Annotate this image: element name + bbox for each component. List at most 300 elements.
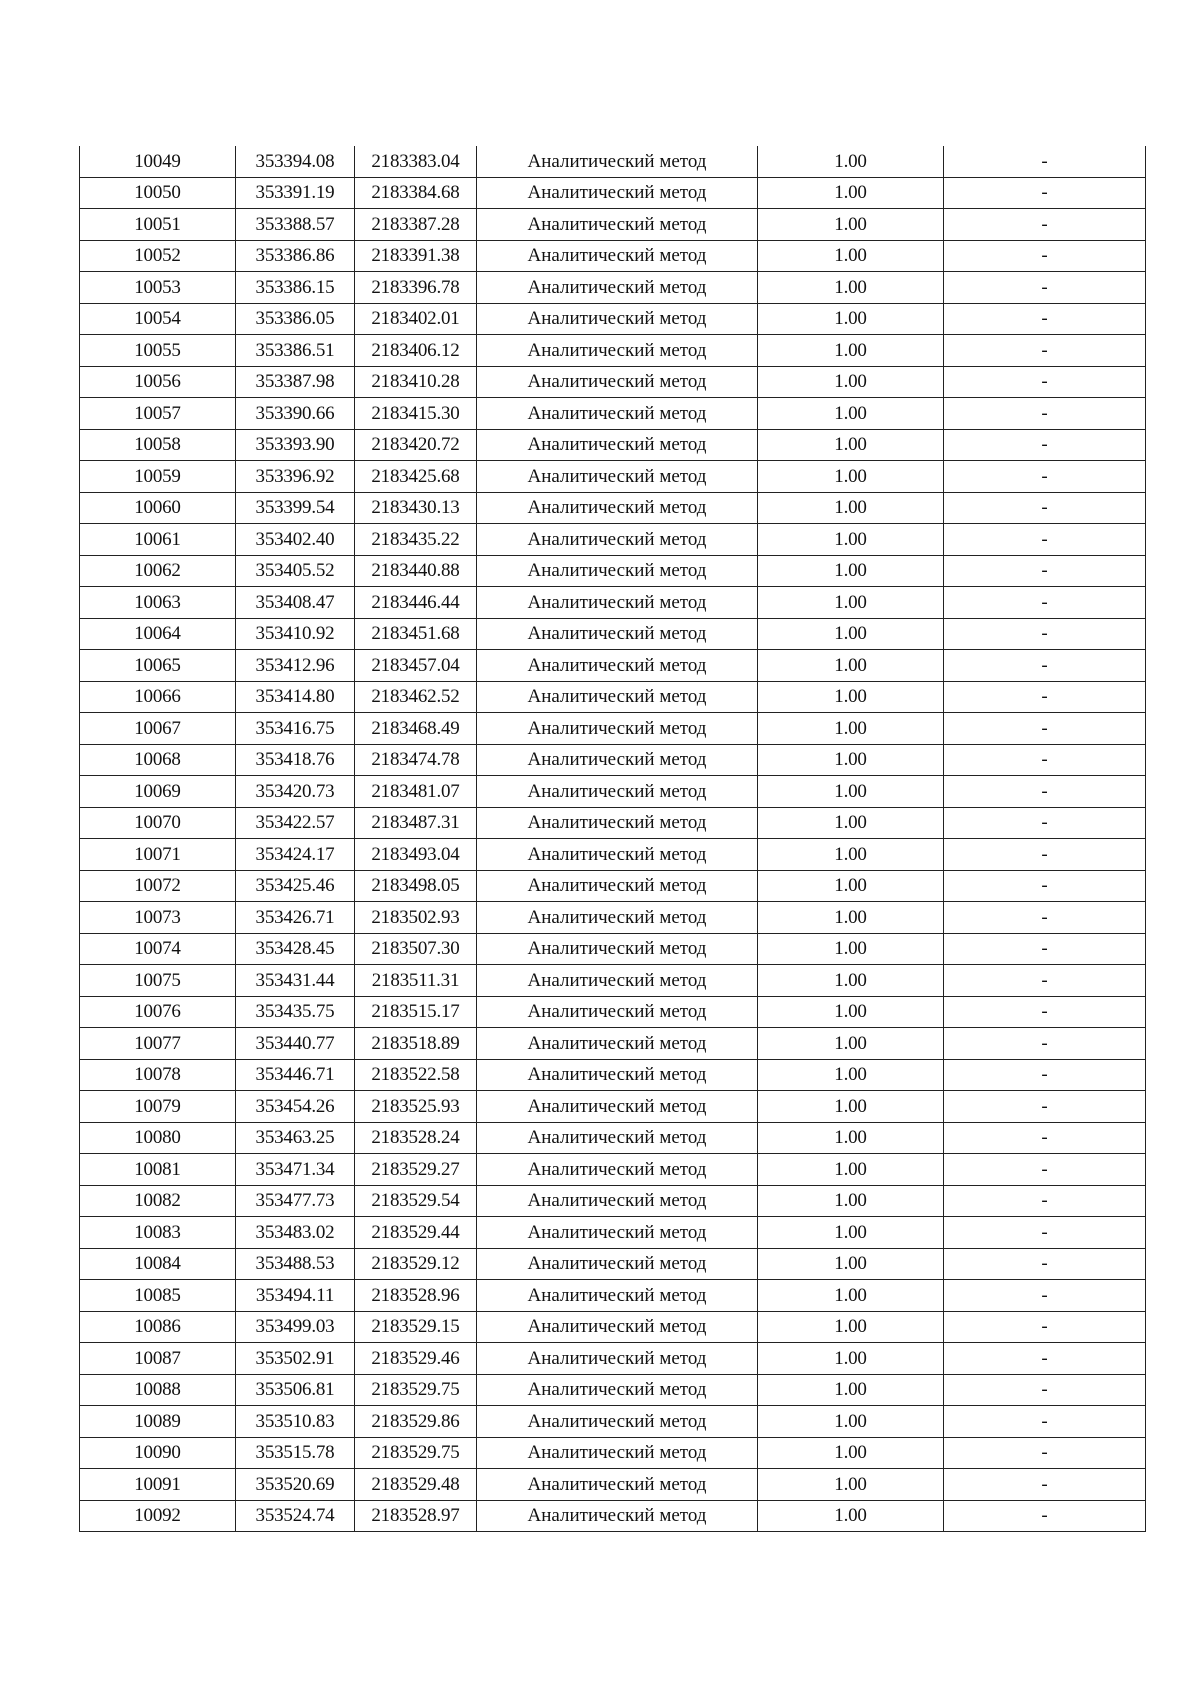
- table-row: [80, 492, 1146, 524]
- table-row: [80, 744, 1146, 776]
- x-coordinate-cell: 353396.92: [236, 461, 355, 493]
- x-coordinate-cell: 353388.57: [236, 209, 355, 241]
- method-cell: Аналитический метод: [477, 807, 758, 839]
- point-number-cell: 10053: [80, 272, 236, 304]
- accuracy-cell: 1.00: [758, 870, 944, 902]
- y-coordinate-cell: 2183410.28: [355, 366, 477, 398]
- note-cell: -: [944, 398, 1146, 430]
- y-coordinate-cell: 2183481.07: [355, 776, 477, 808]
- note-cell: -: [944, 209, 1146, 241]
- method-cell: Аналитический метод: [477, 177, 758, 209]
- table-row: [80, 807, 1146, 839]
- point-number-cell: 10063: [80, 587, 236, 619]
- note-cell: -: [944, 587, 1146, 619]
- accuracy-cell: 1.00: [758, 618, 944, 650]
- note-cell: -: [944, 1091, 1146, 1123]
- accuracy-cell: 1.00: [758, 587, 944, 619]
- accuracy-cell: 1.00: [758, 272, 944, 304]
- method-cell: Аналитический метод: [477, 681, 758, 713]
- table-row: [80, 303, 1146, 335]
- accuracy-cell: 1.00: [758, 1122, 944, 1154]
- table-row: [80, 1217, 1146, 1249]
- accuracy-cell: 1.00: [758, 1280, 944, 1312]
- method-cell: Аналитический метод: [477, 1122, 758, 1154]
- point-number-cell: 10074: [80, 933, 236, 965]
- method-cell: Аналитический метод: [477, 1469, 758, 1501]
- accuracy-cell: 1.00: [758, 1217, 944, 1249]
- y-coordinate-cell: 2183391.38: [355, 240, 477, 272]
- table-row: [80, 1185, 1146, 1217]
- point-number-cell: 10083: [80, 1217, 236, 1249]
- y-coordinate-cell: 2183468.49: [355, 713, 477, 745]
- x-coordinate-cell: 353414.80: [236, 681, 355, 713]
- x-coordinate-cell: 353499.03: [236, 1311, 355, 1343]
- table-row: [80, 776, 1146, 808]
- method-cell: Аналитический метод: [477, 1280, 758, 1312]
- y-coordinate-cell: 2183529.44: [355, 1217, 477, 1249]
- accuracy-cell: 1.00: [758, 839, 944, 871]
- table-row: [80, 177, 1146, 209]
- accuracy-cell: 1.00: [758, 1437, 944, 1469]
- method-cell: Аналитический метод: [477, 240, 758, 272]
- note-cell: -: [944, 240, 1146, 272]
- table-row: [80, 429, 1146, 461]
- table-row: [80, 1343, 1146, 1375]
- accuracy-cell: 1.00: [758, 1500, 944, 1532]
- method-cell: Аналитический метод: [477, 839, 758, 871]
- point-number-cell: 10067: [80, 713, 236, 745]
- accuracy-cell: 1.00: [758, 429, 944, 461]
- point-number-cell: 10092: [80, 1500, 236, 1532]
- note-cell: -: [944, 1280, 1146, 1312]
- method-cell: Аналитический метод: [477, 933, 758, 965]
- y-coordinate-cell: 2183487.31: [355, 807, 477, 839]
- y-coordinate-cell: 2183529.48: [355, 1469, 477, 1501]
- point-number-cell: 10059: [80, 461, 236, 493]
- point-number-cell: 10069: [80, 776, 236, 808]
- y-coordinate-cell: 2183384.68: [355, 177, 477, 209]
- point-number-cell: 10054: [80, 303, 236, 335]
- accuracy-cell: 1.00: [758, 902, 944, 934]
- point-number-cell: 10057: [80, 398, 236, 430]
- y-coordinate-cell: 2183511.31: [355, 965, 477, 997]
- method-cell: Аналитический метод: [477, 303, 758, 335]
- method-cell: Аналитический метод: [477, 650, 758, 682]
- x-coordinate-cell: 353399.54: [236, 492, 355, 524]
- method-cell: Аналитический метод: [477, 1343, 758, 1375]
- x-coordinate-cell: 353416.75: [236, 713, 355, 745]
- accuracy-cell: 1.00: [758, 807, 944, 839]
- x-coordinate-cell: 353405.52: [236, 555, 355, 587]
- method-cell: Аналитический метод: [477, 618, 758, 650]
- method-cell: Аналитический метод: [477, 1311, 758, 1343]
- point-number-cell: 10091: [80, 1469, 236, 1501]
- x-coordinate-cell: 353494.11: [236, 1280, 355, 1312]
- accuracy-cell: 1.00: [758, 1311, 944, 1343]
- x-coordinate-cell: 353488.53: [236, 1248, 355, 1280]
- x-coordinate-cell: 353386.15: [236, 272, 355, 304]
- x-coordinate-cell: 353387.98: [236, 366, 355, 398]
- point-number-cell: 10077: [80, 1028, 236, 1060]
- table-row: [80, 1500, 1146, 1532]
- note-cell: -: [944, 555, 1146, 587]
- y-coordinate-cell: 2183522.58: [355, 1059, 477, 1091]
- method-cell: Аналитический метод: [477, 1217, 758, 1249]
- accuracy-cell: 1.00: [758, 1028, 944, 1060]
- y-coordinate-cell: 2183474.78: [355, 744, 477, 776]
- accuracy-cell: 1.00: [758, 366, 944, 398]
- method-cell: Аналитический метод: [477, 146, 758, 177]
- accuracy-cell: 1.00: [758, 965, 944, 997]
- accuracy-cell: 1.00: [758, 1406, 944, 1438]
- table-row: [80, 398, 1146, 430]
- table-row: [80, 902, 1146, 934]
- note-cell: -: [944, 303, 1146, 335]
- y-coordinate-cell: 2183435.22: [355, 524, 477, 556]
- note-cell: -: [944, 524, 1146, 556]
- note-cell: -: [944, 366, 1146, 398]
- accuracy-cell: 1.00: [758, 492, 944, 524]
- x-coordinate-cell: 353477.73: [236, 1185, 355, 1217]
- table-row: [80, 839, 1146, 871]
- y-coordinate-cell: 2183498.05: [355, 870, 477, 902]
- method-cell: Аналитический метод: [477, 1500, 758, 1532]
- y-coordinate-cell: 2183528.24: [355, 1122, 477, 1154]
- point-number-cell: 10088: [80, 1374, 236, 1406]
- table-row: [80, 870, 1146, 902]
- y-coordinate-cell: 2183515.17: [355, 996, 477, 1028]
- method-cell: Аналитический метод: [477, 335, 758, 367]
- point-number-cell: 10049: [80, 146, 236, 177]
- method-cell: Аналитический метод: [477, 1437, 758, 1469]
- x-coordinate-cell: 353424.17: [236, 839, 355, 871]
- table-row: [80, 1437, 1146, 1469]
- accuracy-cell: 1.00: [758, 713, 944, 745]
- point-number-cell: 10060: [80, 492, 236, 524]
- x-coordinate-cell: 353391.19: [236, 177, 355, 209]
- point-number-cell: 10085: [80, 1280, 236, 1312]
- note-cell: -: [944, 1185, 1146, 1217]
- x-coordinate-cell: 353412.96: [236, 650, 355, 682]
- y-coordinate-cell: 2183528.97: [355, 1500, 477, 1532]
- x-coordinate-cell: 353446.71: [236, 1059, 355, 1091]
- table-row: [80, 1280, 1146, 1312]
- note-cell: -: [944, 429, 1146, 461]
- x-coordinate-cell: 353454.26: [236, 1091, 355, 1123]
- accuracy-cell: 1.00: [758, 933, 944, 965]
- table-row: [80, 209, 1146, 241]
- point-number-cell: 10087: [80, 1343, 236, 1375]
- x-coordinate-cell: 353386.05: [236, 303, 355, 335]
- x-coordinate-cell: 353510.83: [236, 1406, 355, 1438]
- y-coordinate-cell: 2183430.13: [355, 492, 477, 524]
- x-coordinate-cell: 353393.90: [236, 429, 355, 461]
- accuracy-cell: 1.00: [758, 650, 944, 682]
- accuracy-cell: 1.00: [758, 335, 944, 367]
- note-cell: -: [944, 870, 1146, 902]
- method-cell: Аналитический метод: [477, 461, 758, 493]
- table-row: [80, 1059, 1146, 1091]
- note-cell: -: [944, 681, 1146, 713]
- y-coordinate-cell: 2183529.75: [355, 1437, 477, 1469]
- x-coordinate-cell: 353463.25: [236, 1122, 355, 1154]
- note-cell: -: [944, 1217, 1146, 1249]
- accuracy-cell: 1.00: [758, 1343, 944, 1375]
- point-number-cell: 10070: [80, 807, 236, 839]
- accuracy-cell: 1.00: [758, 1374, 944, 1406]
- y-coordinate-cell: 2183462.52: [355, 681, 477, 713]
- method-cell: Аналитический метод: [477, 744, 758, 776]
- accuracy-cell: 1.00: [758, 177, 944, 209]
- method-cell: Аналитический метод: [477, 1406, 758, 1438]
- x-coordinate-cell: 353386.51: [236, 335, 355, 367]
- y-coordinate-cell: 2183528.96: [355, 1280, 477, 1312]
- accuracy-cell: 1.00: [758, 776, 944, 808]
- note-cell: -: [944, 335, 1146, 367]
- note-cell: -: [944, 177, 1146, 209]
- x-coordinate-cell: 353435.75: [236, 996, 355, 1028]
- accuracy-cell: 1.00: [758, 209, 944, 241]
- note-cell: -: [944, 1500, 1146, 1532]
- y-coordinate-cell: 2183387.28: [355, 209, 477, 241]
- point-number-cell: 10055: [80, 335, 236, 367]
- table-row: [80, 933, 1146, 965]
- table-row: [80, 366, 1146, 398]
- method-cell: Аналитический метод: [477, 965, 758, 997]
- table-row: [80, 965, 1146, 997]
- note-cell: -: [944, 902, 1146, 934]
- y-coordinate-cell: 2183457.04: [355, 650, 477, 682]
- note-cell: -: [944, 272, 1146, 304]
- method-cell: Аналитический метод: [477, 587, 758, 619]
- point-number-cell: 10066: [80, 681, 236, 713]
- x-coordinate-cell: 353440.77: [236, 1028, 355, 1060]
- method-cell: Аналитический метод: [477, 1028, 758, 1060]
- table-row: [80, 335, 1146, 367]
- y-coordinate-cell: 2183529.46: [355, 1343, 477, 1375]
- y-coordinate-cell: 2183529.27: [355, 1154, 477, 1186]
- note-cell: -: [944, 807, 1146, 839]
- y-coordinate-cell: 2183420.72: [355, 429, 477, 461]
- table-row: [80, 524, 1146, 556]
- accuracy-cell: 1.00: [758, 524, 944, 556]
- method-cell: Аналитический метод: [477, 429, 758, 461]
- y-coordinate-cell: 2183446.44: [355, 587, 477, 619]
- point-number-cell: 10079: [80, 1091, 236, 1123]
- note-cell: -: [944, 1154, 1146, 1186]
- x-coordinate-cell: 353420.73: [236, 776, 355, 808]
- x-coordinate-cell: 353520.69: [236, 1469, 355, 1501]
- note-cell: -: [944, 1059, 1146, 1091]
- note-cell: -: [944, 618, 1146, 650]
- x-coordinate-cell: 353506.81: [236, 1374, 355, 1406]
- note-cell: -: [944, 965, 1146, 997]
- note-cell: -: [944, 1374, 1146, 1406]
- coordinates-table: [79, 146, 1146, 1532]
- method-cell: Аналитический метод: [477, 996, 758, 1028]
- note-cell: -: [944, 996, 1146, 1028]
- table-row: [80, 1028, 1146, 1060]
- accuracy-cell: 1.00: [758, 1469, 944, 1501]
- y-coordinate-cell: 2183415.30: [355, 398, 477, 430]
- table-row: [80, 1154, 1146, 1186]
- y-coordinate-cell: 2183502.93: [355, 902, 477, 934]
- accuracy-cell: 1.00: [758, 681, 944, 713]
- accuracy-cell: 1.00: [758, 1248, 944, 1280]
- x-coordinate-cell: 353386.86: [236, 240, 355, 272]
- note-cell: -: [944, 1437, 1146, 1469]
- method-cell: Аналитический метод: [477, 1154, 758, 1186]
- table-row: [80, 1374, 1146, 1406]
- x-coordinate-cell: 353422.57: [236, 807, 355, 839]
- point-number-cell: 10090: [80, 1437, 236, 1469]
- method-cell: Аналитический метод: [477, 209, 758, 241]
- point-number-cell: 10062: [80, 555, 236, 587]
- point-number-cell: 10073: [80, 902, 236, 934]
- y-coordinate-cell: 2183383.04: [355, 146, 477, 177]
- accuracy-cell: 1.00: [758, 146, 944, 177]
- note-cell: -: [944, 776, 1146, 808]
- method-cell: Аналитический метод: [477, 902, 758, 934]
- method-cell: Аналитический метод: [477, 1185, 758, 1217]
- point-number-cell: 10084: [80, 1248, 236, 1280]
- accuracy-cell: 1.00: [758, 1185, 944, 1217]
- point-number-cell: 10071: [80, 839, 236, 871]
- x-coordinate-cell: 353431.44: [236, 965, 355, 997]
- point-number-cell: 10075: [80, 965, 236, 997]
- y-coordinate-cell: 2183402.01: [355, 303, 477, 335]
- method-cell: Аналитический метод: [477, 713, 758, 745]
- note-cell: -: [944, 713, 1146, 745]
- method-cell: Аналитический метод: [477, 870, 758, 902]
- method-cell: Аналитический метод: [477, 272, 758, 304]
- y-coordinate-cell: 2183529.86: [355, 1406, 477, 1438]
- method-cell: Аналитический метод: [477, 524, 758, 556]
- table-row: [80, 461, 1146, 493]
- y-coordinate-cell: 2183507.30: [355, 933, 477, 965]
- y-coordinate-cell: 2183529.75: [355, 1374, 477, 1406]
- point-number-cell: 10061: [80, 524, 236, 556]
- y-coordinate-cell: 2183396.78: [355, 272, 477, 304]
- method-cell: Аналитический метод: [477, 776, 758, 808]
- note-cell: -: [944, 650, 1146, 682]
- y-coordinate-cell: 2183493.04: [355, 839, 477, 871]
- accuracy-cell: 1.00: [758, 240, 944, 272]
- x-coordinate-cell: 353426.71: [236, 902, 355, 934]
- point-number-cell: 10086: [80, 1311, 236, 1343]
- point-number-cell: 10072: [80, 870, 236, 902]
- method-cell: Аналитический метод: [477, 1059, 758, 1091]
- y-coordinate-cell: 2183406.12: [355, 335, 477, 367]
- point-number-cell: 10052: [80, 240, 236, 272]
- y-coordinate-cell: 2183451.68: [355, 618, 477, 650]
- table-row: [80, 1122, 1146, 1154]
- note-cell: -: [944, 933, 1146, 965]
- x-coordinate-cell: 353483.02: [236, 1217, 355, 1249]
- x-coordinate-cell: 353408.47: [236, 587, 355, 619]
- table-row: [80, 272, 1146, 304]
- table-row: [80, 1311, 1146, 1343]
- table-row: [80, 713, 1146, 745]
- point-number-cell: 10078: [80, 1059, 236, 1091]
- note-cell: -: [944, 1469, 1146, 1501]
- note-cell: -: [944, 1122, 1146, 1154]
- y-coordinate-cell: 2183518.89: [355, 1028, 477, 1060]
- accuracy-cell: 1.00: [758, 303, 944, 335]
- point-number-cell: 10064: [80, 618, 236, 650]
- x-coordinate-cell: 353515.78: [236, 1437, 355, 1469]
- x-coordinate-cell: 353418.76: [236, 744, 355, 776]
- accuracy-cell: 1.00: [758, 744, 944, 776]
- method-cell: Аналитический метод: [477, 492, 758, 524]
- point-number-cell: 10065: [80, 650, 236, 682]
- table-row: [80, 1469, 1146, 1501]
- note-cell: -: [944, 1028, 1146, 1060]
- note-cell: -: [944, 146, 1146, 177]
- point-number-cell: 10076: [80, 996, 236, 1028]
- x-coordinate-cell: 353394.08: [236, 146, 355, 177]
- table-row: [80, 618, 1146, 650]
- y-coordinate-cell: 2183425.68: [355, 461, 477, 493]
- table-row: [80, 555, 1146, 587]
- accuracy-cell: 1.00: [758, 1059, 944, 1091]
- point-number-cell: 10058: [80, 429, 236, 461]
- coordinates-table-body: [80, 146, 1146, 1532]
- method-cell: Аналитический метод: [477, 555, 758, 587]
- accuracy-cell: 1.00: [758, 461, 944, 493]
- point-number-cell: 10051: [80, 209, 236, 241]
- note-cell: -: [944, 461, 1146, 493]
- point-number-cell: 10082: [80, 1185, 236, 1217]
- x-coordinate-cell: 353425.46: [236, 870, 355, 902]
- point-number-cell: 10080: [80, 1122, 236, 1154]
- x-coordinate-cell: 353390.66: [236, 398, 355, 430]
- accuracy-cell: 1.00: [758, 398, 944, 430]
- table-row: [80, 146, 1146, 177]
- accuracy-cell: 1.00: [758, 1154, 944, 1186]
- y-coordinate-cell: 2183440.88: [355, 555, 477, 587]
- note-cell: -: [944, 1248, 1146, 1280]
- point-number-cell: 10081: [80, 1154, 236, 1186]
- method-cell: Аналитический метод: [477, 1374, 758, 1406]
- accuracy-cell: 1.00: [758, 555, 944, 587]
- point-number-cell: 10068: [80, 744, 236, 776]
- y-coordinate-cell: 2183529.12: [355, 1248, 477, 1280]
- method-cell: Аналитический метод: [477, 1091, 758, 1123]
- x-coordinate-cell: 353471.34: [236, 1154, 355, 1186]
- note-cell: -: [944, 744, 1146, 776]
- x-coordinate-cell: 353428.45: [236, 933, 355, 965]
- accuracy-cell: 1.00: [758, 996, 944, 1028]
- note-cell: -: [944, 1311, 1146, 1343]
- method-cell: Аналитический метод: [477, 398, 758, 430]
- table-row: [80, 1406, 1146, 1438]
- y-coordinate-cell: 2183529.15: [355, 1311, 477, 1343]
- point-number-cell: 10056: [80, 366, 236, 398]
- y-coordinate-cell: 2183525.93: [355, 1091, 477, 1123]
- method-cell: Аналитический метод: [477, 1248, 758, 1280]
- point-number-cell: 10050: [80, 177, 236, 209]
- x-coordinate-cell: 353402.40: [236, 524, 355, 556]
- note-cell: -: [944, 1343, 1146, 1375]
- table-row: [80, 587, 1146, 619]
- note-cell: -: [944, 1406, 1146, 1438]
- table-row: [80, 1091, 1146, 1123]
- x-coordinate-cell: 353524.74: [236, 1500, 355, 1532]
- table-row: [80, 240, 1146, 272]
- note-cell: -: [944, 839, 1146, 871]
- x-coordinate-cell: 353410.92: [236, 618, 355, 650]
